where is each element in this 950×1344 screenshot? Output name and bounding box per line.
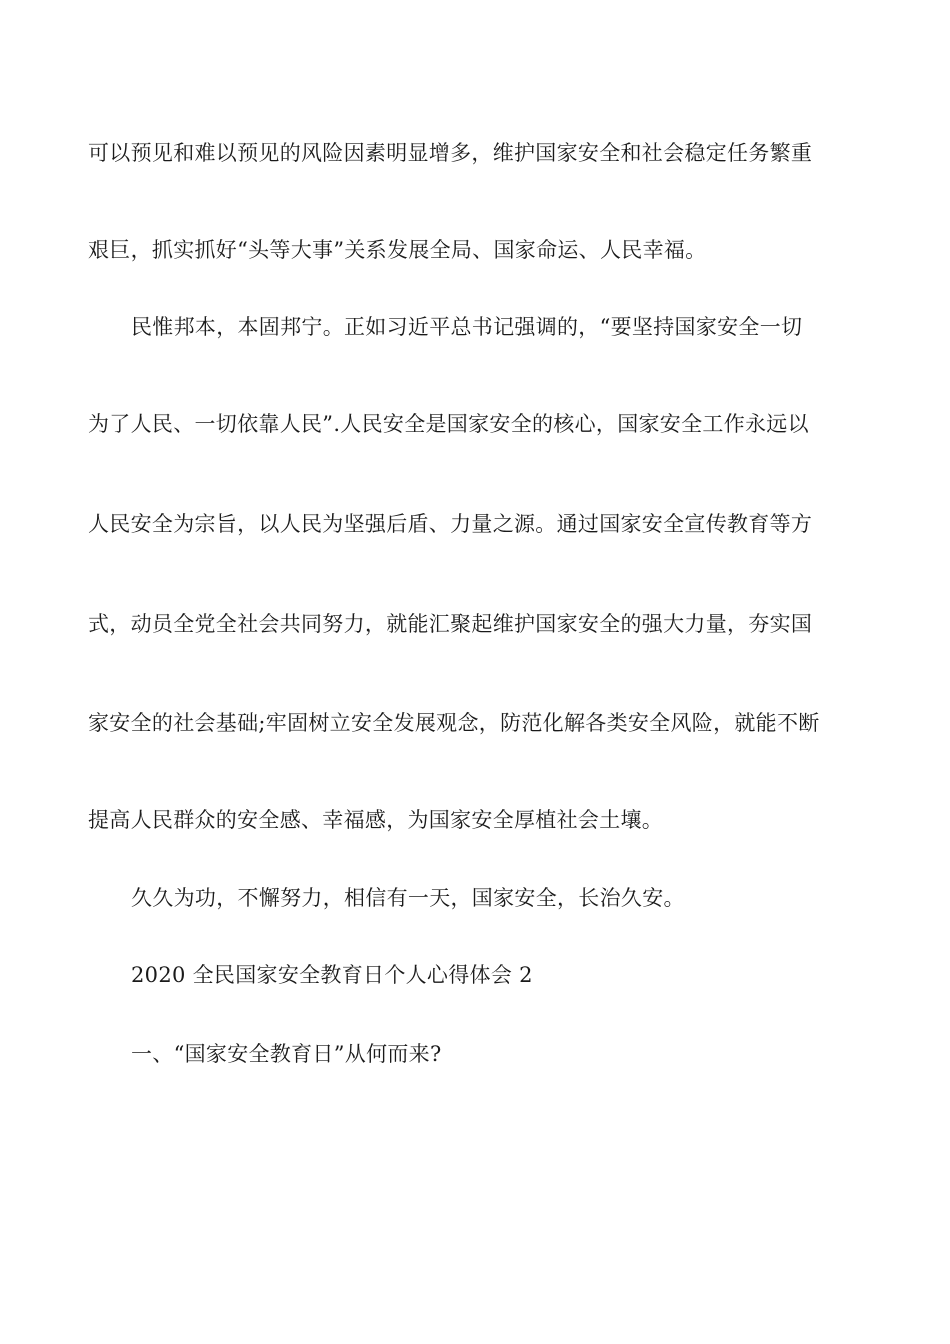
body-text-line: 家安全的社会基础;牢固树立安全发展观念，防范化解各类安全风险，就能不断: [88, 711, 820, 735]
body-text-line: 艰巨，抓实抓好“头等大事”关系发展全局、国家命运、人民幸福。: [88, 238, 707, 262]
subsection-heading: 一、“国家安全教育日”从何而来?: [131, 1042, 442, 1066]
paragraph-first-line: 民惟邦本，本固邦宁。正如习近平总书记强调的，“要坚持国家安全一切: [131, 315, 803, 339]
body-text-line: 提高人民群众的安全感、幸福感，为国家安全厚植社会土壤。: [88, 808, 664, 832]
body-text-line: 可以预见和难以预见的风险因素明显增多，维护国家安全和社会稳定任务繁重: [88, 141, 813, 165]
body-text-line: 人民安全为宗旨，以人民为坚强后盾、力量之源。通过国家安全宣传教育等方: [88, 512, 813, 536]
body-text-line: 为了人民、一切依靠人民”.人民安全是国家安全的核心，国家安全工作永远以: [88, 412, 809, 436]
body-text-line: 式，动员全党全社会共同努力，就能汇聚起维护国家安全的强大力量，夯实国: [88, 612, 813, 636]
section-heading: 2020 全民国家安全教育日个人心得体会 2: [131, 963, 533, 987]
paragraph-first-line: 久久为功，不懈努力，相信有一天，国家安全，长治久安。: [131, 886, 685, 910]
